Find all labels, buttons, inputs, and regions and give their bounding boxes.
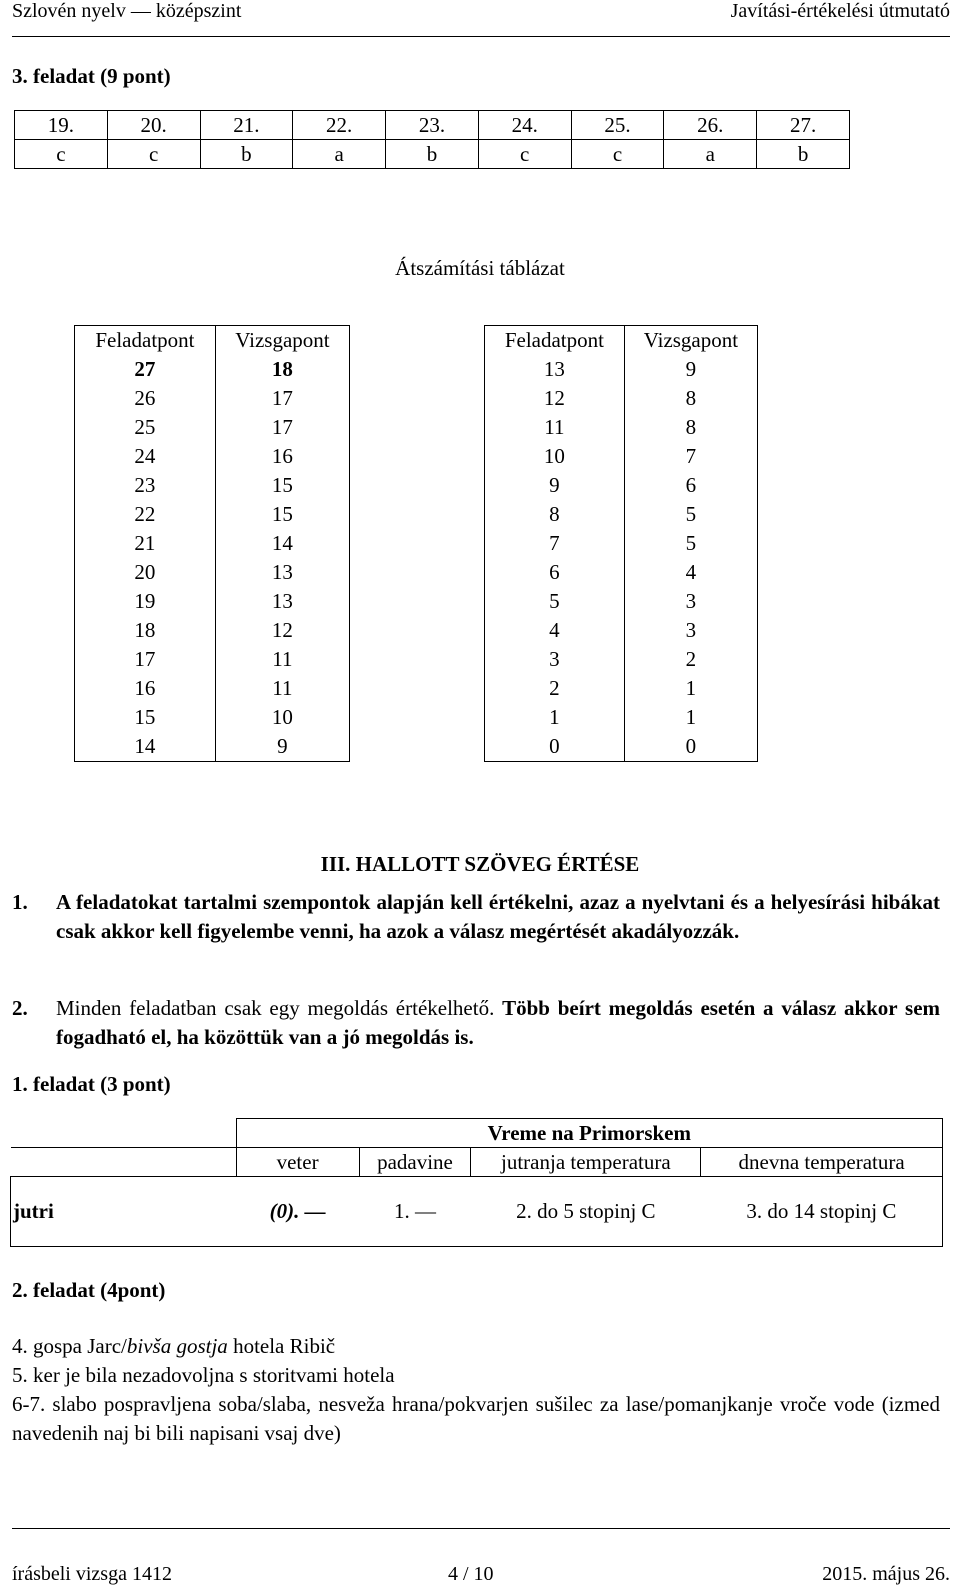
task3-number: 24. xyxy=(478,111,571,140)
task3-answer: a xyxy=(293,140,386,169)
conversion-row xyxy=(75,587,350,616)
task2-title: 2. feladat (4pont) xyxy=(12,1278,166,1302)
conversion-row xyxy=(485,645,758,674)
task3-answer: a xyxy=(664,140,757,169)
exam-points-cell: 16 xyxy=(215,442,349,471)
weather-row-label: jutri xyxy=(11,1177,237,1247)
conversion-row xyxy=(485,732,758,762)
exam-points-cell: 14 xyxy=(215,529,349,558)
rule-2 xyxy=(12,994,940,1052)
exam-points-cell: 10 xyxy=(215,703,349,732)
conversion-row xyxy=(485,616,758,645)
page-footer xyxy=(12,1528,950,1589)
conversion-row xyxy=(75,384,350,413)
task3-answer: c xyxy=(571,140,664,169)
task-points-cell: 22 xyxy=(134,502,156,526)
conversion-row xyxy=(485,587,758,616)
weather-table-title: Vreme na Primorskem xyxy=(236,1119,942,1148)
exam-points-cell: 17 xyxy=(215,413,349,442)
task-points-cell: 21 xyxy=(134,531,156,555)
conversion-row xyxy=(75,471,350,500)
page-header xyxy=(12,0,950,37)
exam-points-cell: 5 xyxy=(624,500,757,529)
task3-number: 19. xyxy=(15,111,108,140)
conversion-header-task-points: Feladatpont xyxy=(95,328,195,352)
exam-points-cell: 2 xyxy=(624,645,757,674)
exam-points-cell: 1 xyxy=(624,703,757,732)
task-points-cell: 19 xyxy=(134,589,156,613)
footer-date: 2015. május 26. xyxy=(822,1563,950,1585)
task-points-cell: 26 xyxy=(134,386,156,410)
task1-title: 1. feladat (3 pont) xyxy=(12,1072,171,1096)
task3-number: 27. xyxy=(757,111,850,140)
task-points-cell: 4 xyxy=(549,618,560,642)
conversion-row xyxy=(75,558,350,587)
task-points-cell: 15 xyxy=(134,705,156,729)
page-number: 4 / 10 xyxy=(448,1563,494,1585)
conversion-title: Átszámítási táblázat xyxy=(395,256,565,280)
conversion-row xyxy=(485,703,758,732)
conversion-row xyxy=(485,471,758,500)
conversion-row xyxy=(485,384,758,413)
task-points-cell: 2 xyxy=(549,676,560,700)
conversion-row xyxy=(485,500,758,529)
rule-1 xyxy=(12,888,940,946)
header-right: Javítási-értékelési útmutató xyxy=(730,0,950,22)
exam-points-cell: 15 xyxy=(215,471,349,500)
exam-points-cell: 0 xyxy=(624,732,757,762)
footer-exam-code: írásbeli vizsga 1412 xyxy=(12,1563,172,1585)
header-left: Szlovén nyelv — középszint xyxy=(12,0,242,22)
exam-points-cell: 4 xyxy=(624,558,757,587)
task3-answer: c xyxy=(107,140,200,169)
task-points-cell: 13 xyxy=(543,357,565,381)
task-points-cell: 8 xyxy=(549,502,560,526)
task3-answer: b xyxy=(757,140,850,169)
task3-number-row xyxy=(15,111,850,140)
task3-number: 20. xyxy=(107,111,200,140)
rule-1-number: 1. xyxy=(12,890,28,914)
task3-answer-table xyxy=(14,110,850,169)
conversion-row xyxy=(485,558,758,587)
weather-header-precipitation: padavine xyxy=(359,1148,471,1177)
section-title: III. HALLOTT SZÖVEG ÉRTÉSE xyxy=(320,852,640,876)
task3-number: 26. xyxy=(664,111,757,140)
task2-line-6-7: 6-7. slabo pospravljena soba/slaba, nesveža hrana/pokvarjen sušilec za lase/pomanjkanje vroče vode (izmed navedenih naj bi bili napisani vsaj dve) xyxy=(12,1392,940,1445)
conversion-row xyxy=(75,500,350,529)
conversion-table-right xyxy=(484,325,758,762)
exam-points-cell: 17 xyxy=(215,384,349,413)
task-points-cell: 20 xyxy=(134,560,156,584)
task2-answers xyxy=(12,1332,940,1448)
conversion-row xyxy=(485,413,758,442)
conversion-row xyxy=(75,732,350,762)
task-points-cell: 5 xyxy=(549,589,560,613)
rule-2-number: 2. xyxy=(12,996,28,1020)
task-points-cell: 14 xyxy=(134,734,156,758)
exam-points-cell: 9 xyxy=(624,355,757,384)
exam-points-cell: 5 xyxy=(624,529,757,558)
task-points-cell: 1 xyxy=(549,705,560,729)
task-points-cell: 24 xyxy=(134,444,156,468)
conversion-row xyxy=(485,674,758,703)
exam-points-cell: 3 xyxy=(624,616,757,645)
exam-points-cell: 7 xyxy=(624,442,757,471)
task-points-cell: 10 xyxy=(543,444,565,468)
conversion-row xyxy=(75,355,350,384)
rule-2-bold: Több beírt megoldás esetén a válasz akkor sem fogadható el, ha közöttük van a jó megoldás is. xyxy=(56,996,941,1049)
task3-answer: b xyxy=(200,140,293,169)
exam-points-cell: 3 xyxy=(624,587,757,616)
exam-points-cell: 12 xyxy=(215,616,349,645)
task-points-cell: 27 xyxy=(134,357,156,381)
conversion-row xyxy=(485,442,758,471)
conversion-row xyxy=(75,645,350,674)
weather-header-day-temp: dnevna temperatura xyxy=(701,1148,943,1177)
exam-points-cell: 11 xyxy=(215,645,349,674)
task-points-cell: 6 xyxy=(549,560,560,584)
task3-answer: b xyxy=(386,140,479,169)
task3-number: 22. xyxy=(293,111,386,140)
task-points-cell: 3 xyxy=(549,647,560,671)
conversion-row xyxy=(75,674,350,703)
task-points-cell: 12 xyxy=(543,386,565,410)
task-points-cell: 0 xyxy=(549,734,560,758)
task3-answer-row xyxy=(15,140,850,169)
conversion-row xyxy=(485,529,758,558)
conversion-header-exam-points: Vizsgapont xyxy=(215,326,349,356)
rule-2-plain: Minden feladatban csak egy megoldás értékelhető. xyxy=(56,996,495,1020)
exam-points-cell: 8 xyxy=(624,384,757,413)
task-points-cell: 11 xyxy=(544,415,565,439)
conversion-row xyxy=(75,703,350,732)
conversion-row xyxy=(485,355,758,384)
task-points-cell: 25 xyxy=(134,415,156,439)
weather-header-wind: veter xyxy=(236,1148,359,1177)
task-points-cell: 17 xyxy=(134,647,156,671)
weather-cell-wind: (0). — xyxy=(236,1177,359,1247)
task3-number: 23. xyxy=(386,111,479,140)
conversion-row xyxy=(75,529,350,558)
task-points-cell: 16 xyxy=(134,676,156,700)
task-points-cell: 18 xyxy=(134,618,156,642)
exam-points-cell: 9 xyxy=(215,732,349,762)
conversion-table-left xyxy=(74,325,350,762)
task-points-cell: 7 xyxy=(549,531,560,555)
rule-2-text xyxy=(56,994,940,1052)
exam-points-cell: 13 xyxy=(215,587,349,616)
conversion-row xyxy=(75,413,350,442)
task3-answer: c xyxy=(478,140,571,169)
task-points-cell: 23 xyxy=(134,473,156,497)
rule-1-text: A feladatokat tartalmi szempontok alapján kell értékelni, azaz a nyelvtani és a helyesírási hibákat csak akkor kell figyelembe venni, ha azok a válasz megértését akadályozzák. xyxy=(56,890,940,943)
weather-table xyxy=(10,1118,943,1247)
exam-points-cell: 11 xyxy=(215,674,349,703)
task2-line-5: 5. ker je bila nezadovoljna s storitvami hotela xyxy=(12,1363,395,1387)
conversion-header-task-points: Feladatpont xyxy=(504,328,604,352)
weather-cell-morning-temp: 2. do 5 stopinj C xyxy=(471,1177,701,1247)
conversion-row xyxy=(75,442,350,471)
exam-points-cell: 13 xyxy=(215,558,349,587)
weather-header-morning-temp: jutranja temperatura xyxy=(471,1148,701,1177)
conversion-row xyxy=(75,616,350,645)
task3-number: 25. xyxy=(571,111,664,140)
exam-points-cell: 6 xyxy=(624,471,757,500)
task-points-cell: 9 xyxy=(549,473,560,497)
task3-number: 21. xyxy=(200,111,293,140)
exam-points-cell: 18 xyxy=(215,355,349,384)
exam-points-cell: 15 xyxy=(215,500,349,529)
task3-answer: c xyxy=(15,140,108,169)
conversion-header-exam-points: Vizsgapont xyxy=(624,326,757,356)
weather-cell-precipitation: 1. — xyxy=(359,1177,471,1247)
task3-title: 3. feladat (9 pont) xyxy=(12,64,171,88)
task2-line-4: 4. gospa Jarc/bivša gostja hotela Ribič xyxy=(12,1334,336,1358)
weather-cell-day-temp: 3. do 14 stopinj C xyxy=(701,1177,943,1247)
exam-points-cell: 1 xyxy=(624,674,757,703)
exam-points-cell: 8 xyxy=(624,413,757,442)
